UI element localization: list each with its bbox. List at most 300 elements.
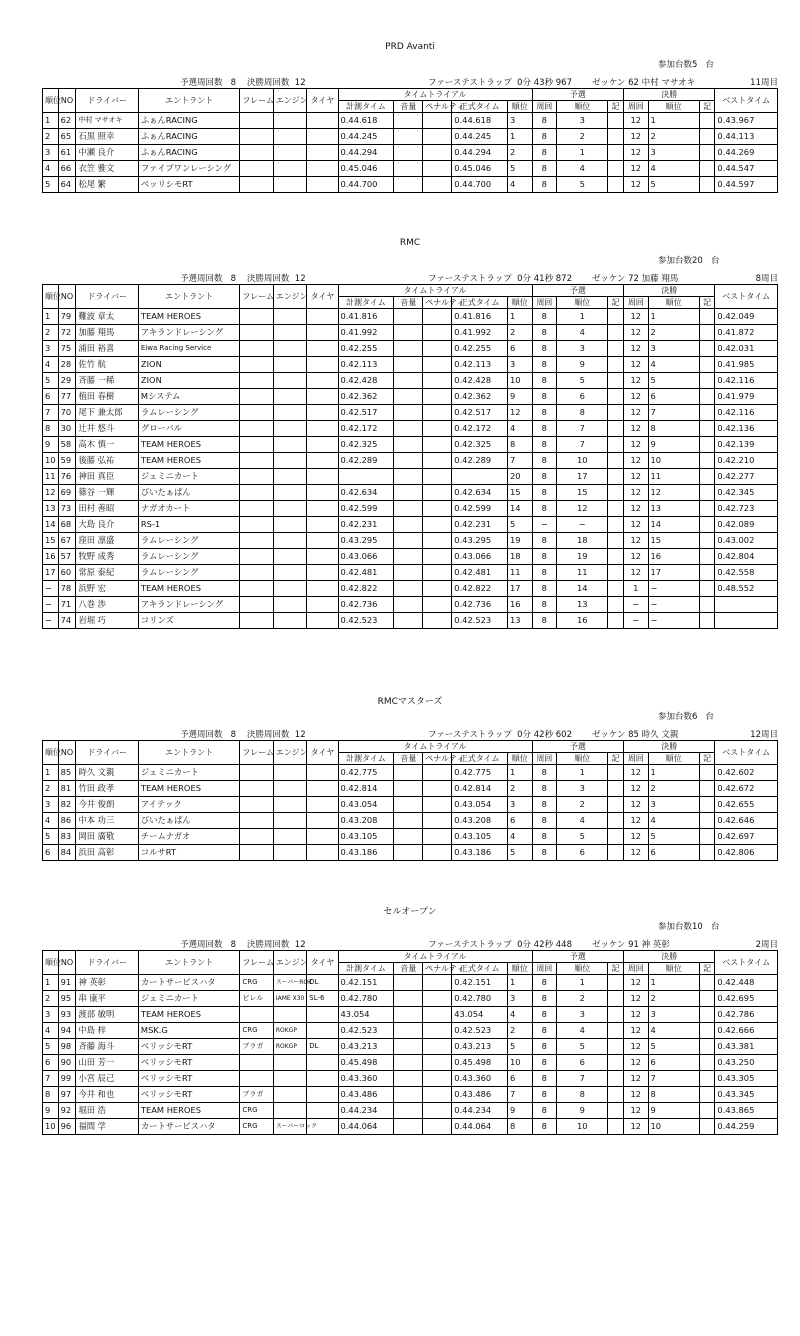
table-cell	[699, 469, 715, 485]
table-cell	[240, 501, 273, 517]
table-cell	[699, 1039, 715, 1055]
table-cell: 76	[58, 469, 76, 485]
table-cell	[608, 161, 624, 177]
sub-official: 正式タイム	[452, 963, 508, 975]
header-engine: エンジン	[273, 89, 306, 113]
table-cell	[394, 597, 423, 613]
table-cell: 3	[557, 113, 608, 129]
table-cell	[394, 1055, 423, 1071]
header-no: NO	[58, 741, 76, 765]
table-cell	[307, 113, 338, 129]
table-cell	[608, 485, 624, 501]
table-cell	[423, 357, 452, 373]
table-cell: 16	[508, 597, 533, 613]
table-cell	[699, 1087, 715, 1103]
table-cell: 0.42.172	[338, 421, 394, 437]
table-cell: 6	[648, 389, 699, 405]
table-cell: 1	[508, 765, 533, 781]
table-cell	[394, 581, 423, 597]
table-cell	[423, 129, 452, 145]
table-cell	[608, 453, 624, 469]
table-cell	[307, 765, 338, 781]
table-cell	[608, 341, 624, 357]
table-cell: 0.42.806	[715, 845, 778, 861]
table-cell	[699, 373, 715, 389]
table-cell	[608, 129, 624, 145]
entrant-count: 参加台数5 台	[658, 60, 715, 70]
table-cell: 0.44.597	[715, 177, 778, 193]
entrant-count: 参加台数10 台	[658, 922, 720, 932]
table-cell: 0.44.547	[715, 161, 778, 177]
table-cell	[608, 781, 624, 797]
table-cell	[608, 549, 624, 565]
table-cell	[715, 613, 778, 629]
table-cell	[240, 581, 273, 597]
table-cell	[608, 177, 624, 193]
table-cell	[699, 829, 715, 845]
table-cell: 6	[43, 389, 59, 405]
table-row	[43, 469, 778, 485]
sub-penalty: ペナルティ	[423, 101, 452, 113]
table-cell	[273, 325, 306, 341]
table-cell: 12	[623, 829, 648, 845]
table-cell: 9	[648, 437, 699, 453]
table-cell: 12	[648, 485, 699, 501]
table-row	[43, 597, 778, 613]
table-cell: 7	[43, 1071, 59, 1087]
table-cell: 1	[623, 581, 648, 597]
sub-qrank: 順位	[557, 297, 608, 309]
table-row	[43, 177, 778, 193]
table-cell	[307, 517, 338, 533]
table-cell: ジェミニカート	[138, 991, 239, 1007]
table-cell	[608, 113, 624, 129]
table-cell: 11	[43, 469, 59, 485]
table-cell: 2	[648, 991, 699, 1007]
table-cell	[240, 453, 273, 469]
table-cell: 0.42.289	[452, 453, 508, 469]
table-cell	[307, 1007, 338, 1023]
table-cell: 12	[623, 421, 648, 437]
table-cell	[423, 1055, 452, 1071]
table-cell	[423, 549, 452, 565]
header-best: ベストタイム	[715, 285, 778, 309]
table-row	[43, 1039, 778, 1055]
table-cell: 福間 学	[76, 1119, 138, 1135]
table-cell	[608, 613, 624, 629]
table-cell: 16	[43, 549, 59, 565]
table-cell: 0.44.245	[338, 129, 394, 145]
table-row	[43, 405, 778, 421]
table-cell: 2	[43, 325, 59, 341]
sub-qrank: 順位	[557, 753, 608, 765]
table-cell: 97	[58, 1087, 76, 1103]
table-cell: カートサービスハタ	[138, 1119, 239, 1135]
header-quali: 予選	[532, 285, 623, 297]
table-cell: 12	[623, 1071, 648, 1087]
table-cell: ROKGP	[273, 1023, 306, 1039]
table-cell	[699, 549, 715, 565]
table-cell: 72	[58, 325, 76, 341]
table-cell: 81	[58, 781, 76, 797]
table-cell	[608, 309, 624, 325]
table-cell	[240, 781, 273, 797]
table-cell	[307, 485, 338, 501]
table-cell: 4	[508, 1007, 533, 1023]
table-cell	[273, 357, 306, 373]
table-cell	[699, 437, 715, 453]
table-cell: 8	[532, 161, 557, 177]
table-cell: 18	[508, 549, 533, 565]
table-row	[43, 437, 778, 453]
table-cell: 8	[532, 565, 557, 581]
header-final: 決勝	[623, 285, 714, 297]
table-cell: 9	[43, 1103, 59, 1119]
table-cell: 0.43.360	[452, 1071, 508, 1087]
table-cell: 86	[58, 813, 76, 829]
table-row	[43, 113, 778, 129]
table-cell: 8	[532, 469, 557, 485]
table-cell	[423, 829, 452, 845]
table-cell: 0.43.066	[452, 549, 508, 565]
table-cell: 0.41.872	[715, 325, 778, 341]
table-cell	[394, 991, 423, 1007]
sub-laps: 周回	[532, 101, 557, 113]
table-cell: 90	[58, 1055, 76, 1071]
table-cell: 4	[648, 1023, 699, 1039]
table-cell: 0.43.213	[452, 1039, 508, 1055]
table-cell	[423, 453, 452, 469]
table-cell: 6	[557, 845, 608, 861]
sub-rank: 順位	[508, 963, 533, 975]
table-cell: 6	[648, 845, 699, 861]
table-cell	[394, 469, 423, 485]
table-cell	[699, 1023, 715, 1039]
table-cell: 6	[557, 389, 608, 405]
table-cell: 今井 和也	[76, 1087, 138, 1103]
header-best: ベストタイム	[715, 89, 778, 113]
table-cell	[423, 485, 452, 501]
table-cell	[307, 405, 338, 421]
sub-penalty: ペナルティ	[423, 297, 452, 309]
table-cell	[423, 1087, 452, 1103]
sub-penalty: ペナルティ	[423, 963, 452, 975]
table-cell	[699, 1055, 715, 1071]
table-cell	[394, 341, 423, 357]
table-cell	[307, 581, 338, 597]
table-cell: 13	[557, 597, 608, 613]
table-cell: 15	[43, 533, 59, 549]
table-cell	[699, 813, 715, 829]
table-cell: 中島 梓	[76, 1023, 138, 1039]
table-cell: 12	[623, 797, 648, 813]
table-cell: 0.44.234	[452, 1103, 508, 1119]
table-cell: 5	[508, 1039, 533, 1055]
sub-note: 記	[608, 753, 624, 765]
table-cell: 8	[532, 829, 557, 845]
table-cell: CRG	[240, 1119, 273, 1135]
table-cell	[394, 177, 423, 193]
table-cell: 神 英彰	[76, 975, 138, 991]
race-info-line: 予選周回数 8 決勝周回数 12 ファーステストラップ 0分 43秒 967 ゼッケン 62 中村 マサオキ 11周目	[180, 78, 778, 88]
table-cell: 0.42.136	[715, 421, 778, 437]
table-cell: 9	[508, 1103, 533, 1119]
table-cell	[273, 437, 306, 453]
table-cell: 8	[648, 421, 699, 437]
table-cell: ラムレーシング	[138, 549, 239, 565]
table-cell	[307, 1087, 338, 1103]
table-cell: 8	[532, 1103, 557, 1119]
table-cell	[608, 813, 624, 829]
table-cell	[394, 549, 423, 565]
table-cell: 2	[557, 797, 608, 813]
table-cell: 5	[43, 177, 59, 193]
table-cell: 0.42.655	[715, 797, 778, 813]
table-cell	[240, 129, 273, 145]
table-cell: 4	[43, 813, 59, 829]
table-cell: 0.42.775	[338, 765, 394, 781]
table-cell	[608, 533, 624, 549]
table-cell: 0.42.231	[452, 517, 508, 533]
table-cell: 5	[508, 517, 533, 533]
table-cell	[699, 797, 715, 813]
table-cell	[394, 1039, 423, 1055]
header-final: 決勝	[623, 89, 714, 101]
table-cell	[273, 1103, 306, 1119]
table-cell	[273, 309, 306, 325]
table-cell: 0.44.700	[452, 177, 508, 193]
table-row	[43, 325, 778, 341]
table-cell: 0.42.289	[338, 453, 394, 469]
table-cell: 8	[532, 1007, 557, 1023]
table-cell: 5	[557, 373, 608, 389]
table-cell: 5	[648, 373, 699, 389]
table-cell: Eiwa Racing Service	[138, 341, 239, 357]
table-cell: 3	[648, 341, 699, 357]
table-cell: 3	[508, 113, 533, 129]
table-cell	[307, 437, 338, 453]
table-cell	[608, 1007, 624, 1023]
header-driver: ドライバー	[76, 951, 138, 975]
table-cell	[699, 129, 715, 145]
table-cell	[273, 597, 306, 613]
table-cell: IAME X30	[273, 991, 306, 1007]
table-cell: 2	[43, 129, 59, 145]
header-best: ベストタイム	[715, 951, 778, 975]
table-cell	[273, 1071, 306, 1087]
table-cell	[240, 765, 273, 781]
table-cell: 1	[43, 765, 59, 781]
table-cell: 0.42.089	[715, 517, 778, 533]
table-cell: 浜田 高彰	[76, 845, 138, 861]
table-cell: 10	[43, 1119, 59, 1135]
header-engine: エンジン	[273, 741, 306, 765]
table-cell: 12	[623, 517, 648, 533]
table-cell: 5	[43, 373, 59, 389]
table-cell: 4	[508, 177, 533, 193]
table-cell: 15	[508, 485, 533, 501]
table-row	[43, 373, 778, 389]
table-cell: TEAM HEROES	[138, 453, 239, 469]
sub-measured: 計測タイム	[338, 753, 394, 765]
table-cell: CRG	[240, 975, 273, 991]
table-cell: 常原 泰紀	[76, 565, 138, 581]
table-cell	[394, 517, 423, 533]
table-cell: 0.44.294	[452, 145, 508, 161]
table-cell: ラムレーシング	[138, 565, 239, 581]
table-cell: 2	[508, 325, 533, 341]
table-cell	[394, 781, 423, 797]
table-cell: 43.054	[338, 1007, 394, 1023]
sub-fnote: 記	[699, 753, 715, 765]
table-cell: 浦田 裕喜	[76, 341, 138, 357]
table-cell: 0.42.602	[715, 765, 778, 781]
table-cell: 8	[532, 975, 557, 991]
table-cell: 17	[43, 565, 59, 581]
sub-penalty: ペナルティ	[423, 753, 452, 765]
table-cell: 後藤 弘祐	[76, 453, 138, 469]
table-cell	[394, 1023, 423, 1039]
table-cell	[273, 549, 306, 565]
table-cell	[273, 813, 306, 829]
table-cell: 3	[508, 357, 533, 373]
table-cell: 8	[532, 309, 557, 325]
table-cell	[699, 765, 715, 781]
table-cell: 0.43.054	[338, 797, 394, 813]
table-cell	[608, 421, 624, 437]
table-cell: 0.44.064	[338, 1119, 394, 1135]
table-cell	[273, 161, 306, 177]
table-cell: 山田 芳一	[76, 1055, 138, 1071]
header-entrant: エントラント	[138, 741, 239, 765]
table-cell: 12	[623, 533, 648, 549]
table-cell: 11	[648, 469, 699, 485]
table-cell: 1	[508, 129, 533, 145]
table-cell: 串 康平	[76, 991, 138, 1007]
sub-official: 正式タイム	[452, 753, 508, 765]
table-cell: 8	[532, 813, 557, 829]
table-cell: 71	[58, 597, 76, 613]
table-cell	[608, 991, 624, 1007]
table-cell: 1	[508, 975, 533, 991]
table-cell: ふぁんRACING	[138, 113, 239, 129]
table-cell: 0.42.139	[715, 437, 778, 453]
table-cell	[394, 437, 423, 453]
table-cell: ベッリシモRT	[138, 177, 239, 193]
table-cell	[608, 373, 624, 389]
table-cell	[307, 829, 338, 845]
table-cell: 斉藤 海斗	[76, 1039, 138, 1055]
header-best: ベストタイム	[715, 741, 778, 765]
table-cell: 12	[623, 813, 648, 829]
table-cell	[240, 533, 273, 549]
table-cell	[423, 1119, 452, 1135]
table-cell: 0.43.213	[338, 1039, 394, 1055]
table-cell	[423, 533, 452, 549]
table-cell	[608, 325, 624, 341]
table-cell: 28	[58, 357, 76, 373]
table-cell: 12	[623, 485, 648, 501]
table-cell	[307, 533, 338, 549]
table-cell	[240, 309, 273, 325]
table-cell	[394, 309, 423, 325]
table-cell	[307, 813, 338, 829]
table-cell: 0.43.250	[715, 1055, 778, 1071]
table-cell	[273, 341, 306, 357]
table-cell: 10	[648, 453, 699, 469]
table-cell: 0.44.294	[338, 145, 394, 161]
race-info-line: 予選周回数 8 決勝周回数 12 ファーステストラップ 0分 42秒 448 ゼッケン 91 神 英彰 2周目	[180, 940, 778, 950]
table-cell: 6	[508, 341, 533, 357]
table-cell: 4	[648, 813, 699, 829]
table-row	[43, 501, 778, 517]
table-cell: 7	[43, 405, 59, 421]
table-cell: 59	[58, 453, 76, 469]
table-cell: 17	[557, 469, 608, 485]
table-cell: 0.42.113	[452, 357, 508, 373]
table-cell	[608, 1071, 624, 1087]
table-cell: スーパーロック	[273, 1119, 306, 1135]
table-cell: ファイブワンレーシング	[138, 161, 239, 177]
table-cell: 0.42.517	[338, 405, 394, 421]
table-cell	[307, 613, 338, 629]
table-cell	[699, 161, 715, 177]
table-cell: 3	[43, 341, 59, 357]
table-cell: 12	[623, 501, 648, 517]
table-cell: 0.42.646	[715, 813, 778, 829]
table-cell	[699, 1071, 715, 1087]
table-cell: 6	[508, 1071, 533, 1087]
table-cell: 8	[532, 533, 557, 549]
table-cell: 0.42.151	[452, 975, 508, 991]
table-cell: 小宮 辰己	[76, 1071, 138, 1087]
table-cell	[273, 145, 306, 161]
table-cell	[273, 781, 306, 797]
table-cell: 96	[58, 1119, 76, 1135]
table-cell: 0.42.672	[715, 781, 778, 797]
table-cell	[394, 129, 423, 145]
table-row	[43, 975, 778, 991]
table-cell: 0.42.523	[338, 1023, 394, 1039]
table-cell	[394, 975, 423, 991]
table-cell	[394, 421, 423, 437]
table-cell	[240, 517, 273, 533]
table-cell: 8	[557, 405, 608, 421]
table-cell	[699, 421, 715, 437]
table-cell: 0.43.360	[338, 1071, 394, 1087]
table-cell: 84	[58, 845, 76, 861]
table-cell: ビレル	[240, 991, 273, 1007]
table-cell: 12	[623, 1055, 648, 1071]
table-cell: 0.43.054	[452, 797, 508, 813]
table-cell: 1	[648, 113, 699, 129]
table-cell: 12	[623, 341, 648, 357]
table-cell	[608, 1119, 624, 1135]
table-cell: 0.44.234	[338, 1103, 394, 1119]
table-cell: 篠谷 一輝	[76, 485, 138, 501]
table-cell	[273, 389, 306, 405]
table-cell: 4	[43, 357, 59, 373]
table-cell: 17	[508, 581, 533, 597]
table-cell: 1	[557, 145, 608, 161]
table-cell: 3	[508, 991, 533, 1007]
table-cell: 6	[43, 845, 59, 861]
table-cell: 植田 春樹	[76, 389, 138, 405]
table-cell	[699, 177, 715, 193]
table-cell: 7	[557, 421, 608, 437]
race-info-line: 予選周回数 8 決勝周回数 12 ファーステストラップ 0分 41秒 872 ゼッケン 72 加藤 翔馬 8周目	[180, 274, 778, 284]
table-row	[43, 421, 778, 437]
